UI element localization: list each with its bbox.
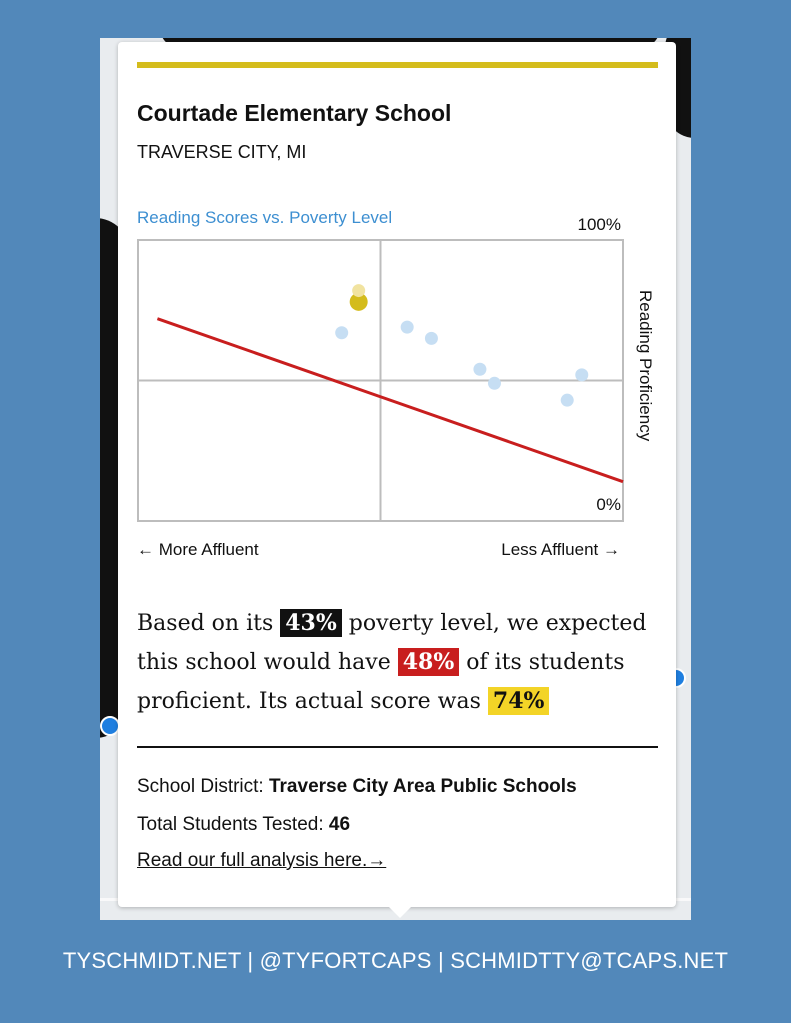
expected-score-badge: 48% (398, 648, 460, 676)
popup-pointer (386, 904, 414, 918)
school-location: TRAVERSE CITY, MI (137, 142, 307, 162)
students-tested (137, 814, 350, 836)
divider (137, 746, 658, 748)
y-max-label: 100% (577, 215, 621, 234)
summary-part: of its students proficient. Its actual score was (137, 650, 625, 714)
actual-score-badge: 74% (488, 687, 550, 715)
chart-title: Reading Scores vs. Poverty Level (137, 208, 393, 227)
tested-value: 46 (328, 814, 351, 835)
map-school-marker[interactable] (100, 716, 120, 736)
footer-contact: TYSCHMIDT.NET | @TYFORTCAPS | SCHMIDTTY@TCAPS.NET (62, 948, 729, 973)
y-min-label: 0% (596, 495, 621, 514)
data-point[interactable] (352, 284, 365, 297)
data-point[interactable] (488, 377, 501, 390)
district-label: School District: (137, 776, 269, 797)
x-axis-left-label: ← More Affluent (137, 540, 259, 559)
school-district (137, 776, 577, 798)
district-value: Traverse City Area Public Schools (268, 776, 577, 797)
data-point[interactable] (473, 363, 486, 376)
scatter-chart (118, 202, 676, 532)
data-point[interactable] (575, 368, 588, 381)
trend-line (157, 319, 623, 482)
summary-part: poverty level, we expected this school would have (137, 611, 647, 675)
x-axis-right-label: Less Affluent → (501, 540, 620, 559)
summary-part: Based on its (137, 611, 281, 636)
full-analysis-link[interactable]: Read our full analysis here.→ (137, 850, 387, 871)
accent-bar (137, 62, 658, 68)
school-popup-card (118, 42, 676, 907)
data-point[interactable] (335, 326, 348, 339)
data-point[interactable] (401, 321, 414, 334)
data-point[interactable] (425, 332, 438, 345)
data-point[interactable] (561, 394, 574, 407)
y-axis-label: Reading Proficiency (636, 290, 655, 442)
poverty-level-badge: 43% (280, 609, 342, 637)
school-name: Courtade Elementary School (137, 100, 452, 126)
summary-text (137, 604, 657, 721)
tested-label: Total Students Tested: (137, 814, 329, 835)
